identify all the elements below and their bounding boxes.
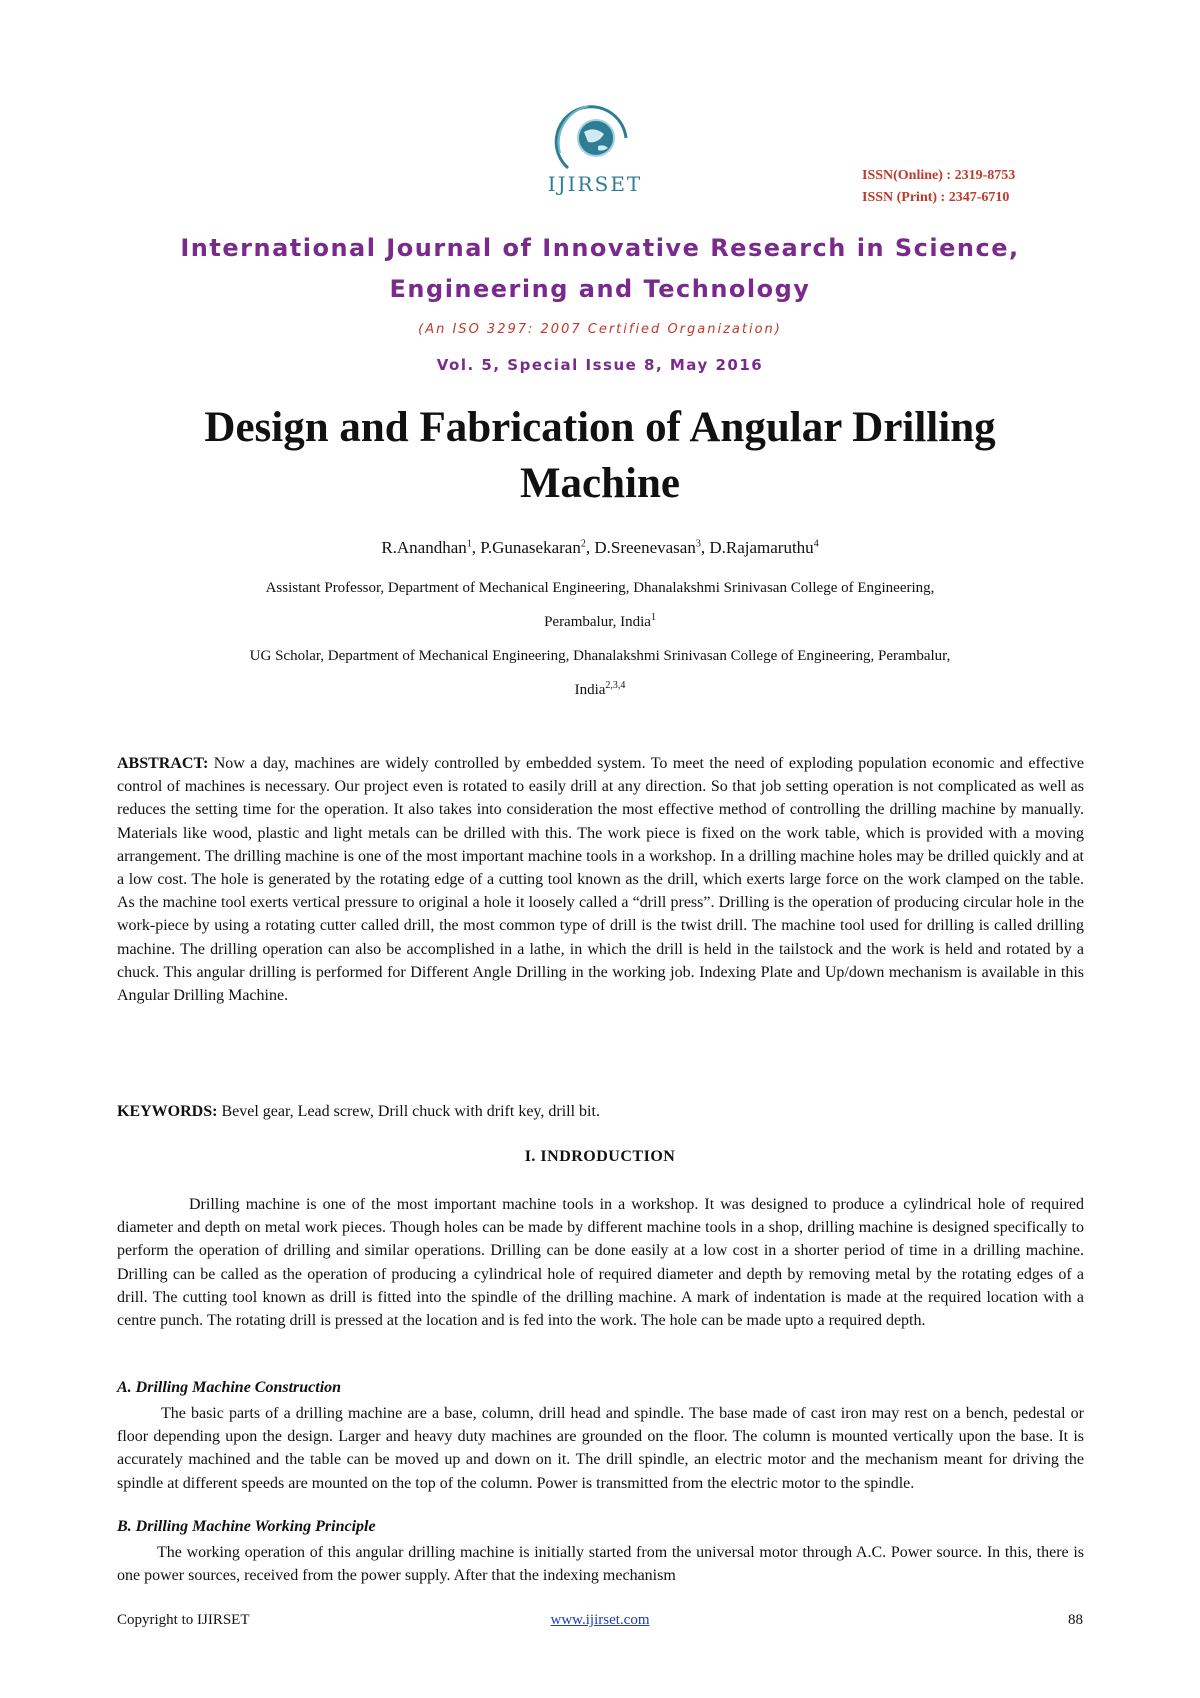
affiliation-1-sup: 1: [650, 612, 656, 623]
issn-print: ISSN (Print) : 2347-6710: [862, 190, 1010, 205]
footer-page-number: 88: [1068, 1612, 1083, 1628]
author: [594, 538, 709, 557]
author-separator: ,: [471, 538, 481, 557]
keywords-label: KEYWORDS:: [117, 1103, 218, 1120]
paper-title: [100, 400, 1100, 512]
affiliation-2-sup: 2,3,4: [605, 680, 626, 691]
affiliation-1-line1: Assistant Professor, Department of Mechanical Engineering, Dhanalakshmi Srinivasan College of Engineering,: [265, 580, 935, 596]
author-name: D.Sreenevasan: [594, 538, 696, 557]
author-sup: 2: [580, 538, 586, 550]
logo-text: IJIRSET: [547, 172, 643, 196]
affiliation-2-place: India: [574, 682, 606, 698]
author-name: D.Rajamaruthu: [709, 538, 814, 557]
keywords: [117, 1100, 1084, 1123]
subsection-heading-a: A. Drilling Machine Construction: [117, 1379, 342, 1396]
subsection-heading-b: B. Drilling Machine Working Principle: [117, 1518, 376, 1535]
affiliation-2-line1: UG Scholar, Department of Mechanical Engineering, Dhanalakshmi Srinivasan College of Engineering, Perambalur,: [249, 648, 951, 664]
subsection-b-paragraph: The working operation of this angular drilling machine is initially started from the universal motor through A.C. Power source. In this, there is one power sources, received from the power supply. After that the indexing mechanism: [117, 1544, 1084, 1585]
author: [381, 538, 480, 557]
keywords-text: Bevel gear, Lead screw, Drill chuck with drift key, drill bit.: [221, 1103, 600, 1120]
author: [709, 538, 818, 557]
issn-block: [862, 165, 1015, 209]
author-name: P.Gunasekaran: [480, 538, 581, 557]
abstract: [117, 752, 1084, 1007]
author: [480, 538, 594, 557]
abstract-text: Now a day, machines are widely controlled by embedded system. To meet the need of exploding population economic and effective control of machines is necessary. Our project even is rotated to easily drill at any direction. So that job setting operation is not complicated as well as reduces the setting time for the operation. It also takes into consideration the most effective method of controlling the drilling machine by manually. Materials like wood, plastic and light metals can be drilled with this. The work piece is fixed on the work table, which is provided with a moving arrangement. The drilling machine is one of the most important machine tools in a workshop. In a drilling machine holes may be drilled quickly and at a low cost. The hole is generated by the rotating edge of a cutting tool known as the drill, which exerts large force on the work clamped on the table. As the machine tool exerts vertical pressure to original a hole it loosely called a “drill press”. Drilling is the operation of producing circular hole in the work-piece by using a rotating cutter called drill, the most common type of drill is the twist drill. The machine tool used for drilling is called drilling machine. The drilling operation can also be accomplished in a lathe, in which the drill is held in the tailstock and the work is held and rotated by a chuck. This angular drilling is performed for Different Angle Drilling in the working job. Indexing Plate and Up/down mechanism is available in this Angular Drilling Machine.: [117, 755, 1085, 1005]
author-sup: 3: [695, 538, 701, 550]
author-name: R.Anandhan: [381, 538, 467, 557]
author-sup: 1: [466, 538, 472, 550]
affiliation-2-line2: [120, 680, 1080, 699]
introduction-paragraph: Drilling machine is one of the most important machine tools in a workshop. It was designed to produce a cylindrical hole of required diameter and depth on metal work pieces. Though holes can be made by different machine tools in a shop, drilling machine is designed specifically to perform the operation of drilling and similar operations. Drilling can be done easily at a low cost in a shorter period of time in a drilling machine. Drilling can be called as the operation of producing a cylindrical hole of required diameter and depth by removing metal by the rotating edges of a drill. The cutting tool known as drill is fitted into the spindle of the drilling machine. A mark of indentation is made at the required location with a centre punch. The rotating drill is pressed at the location and is fed into the work. The hole can be made upto a required depth.: [117, 1196, 1084, 1330]
journal-name-line2: Engineering and Technology: [389, 275, 811, 303]
journal-name-line1: International Journal of Innovative Research in Science,: [180, 234, 1020, 262]
certification-note: (An ISO 3297: 2007 Certified Organization): [418, 322, 782, 337]
volume-issue: Vol. 5, Special Issue 8, May 2016: [436, 356, 764, 374]
author-list: [0, 538, 1200, 558]
affiliation-1-place: Perambalur, India: [544, 614, 651, 630]
section-heading-introduction: I. INDRODUCTION: [524, 1148, 676, 1165]
footer-website-link[interactable]: www.ijirset.com: [550, 1612, 650, 1628]
author-separator: ,: [700, 538, 710, 557]
subsection-a-paragraph: The basic parts of a drilling machine are a base, column, drill head and spindle. The base made of cast iron may rest on a bench, pedestal or floor depending upon the design. Larger and heavy duty machines are grounded on the floor. The column is mounted vertically upon the base. It is accurately machined and the table can be moved up and down on it. The drill spindle, an electric motor and the mechanism meant for driving the spindle at different speeds are mounted on the top of the column. Power is transmitted from the electric motor to the spindle.: [117, 1405, 1084, 1492]
paper-title-line1: Design and Fabrication of Angular Drilling: [204, 404, 996, 451]
author-separator: ,: [585, 538, 595, 557]
author-sup: 4: [813, 538, 819, 550]
affiliation-1-line2: [120, 612, 1080, 631]
issn-online: ISSN(Online) : 2319-8753: [862, 168, 1016, 183]
paper-title-line2: Machine: [519, 460, 681, 507]
footer-copyright: Copyright to IJIRSET: [117, 1612, 250, 1628]
abstract-label: ABSTRACT:: [117, 755, 209, 772]
